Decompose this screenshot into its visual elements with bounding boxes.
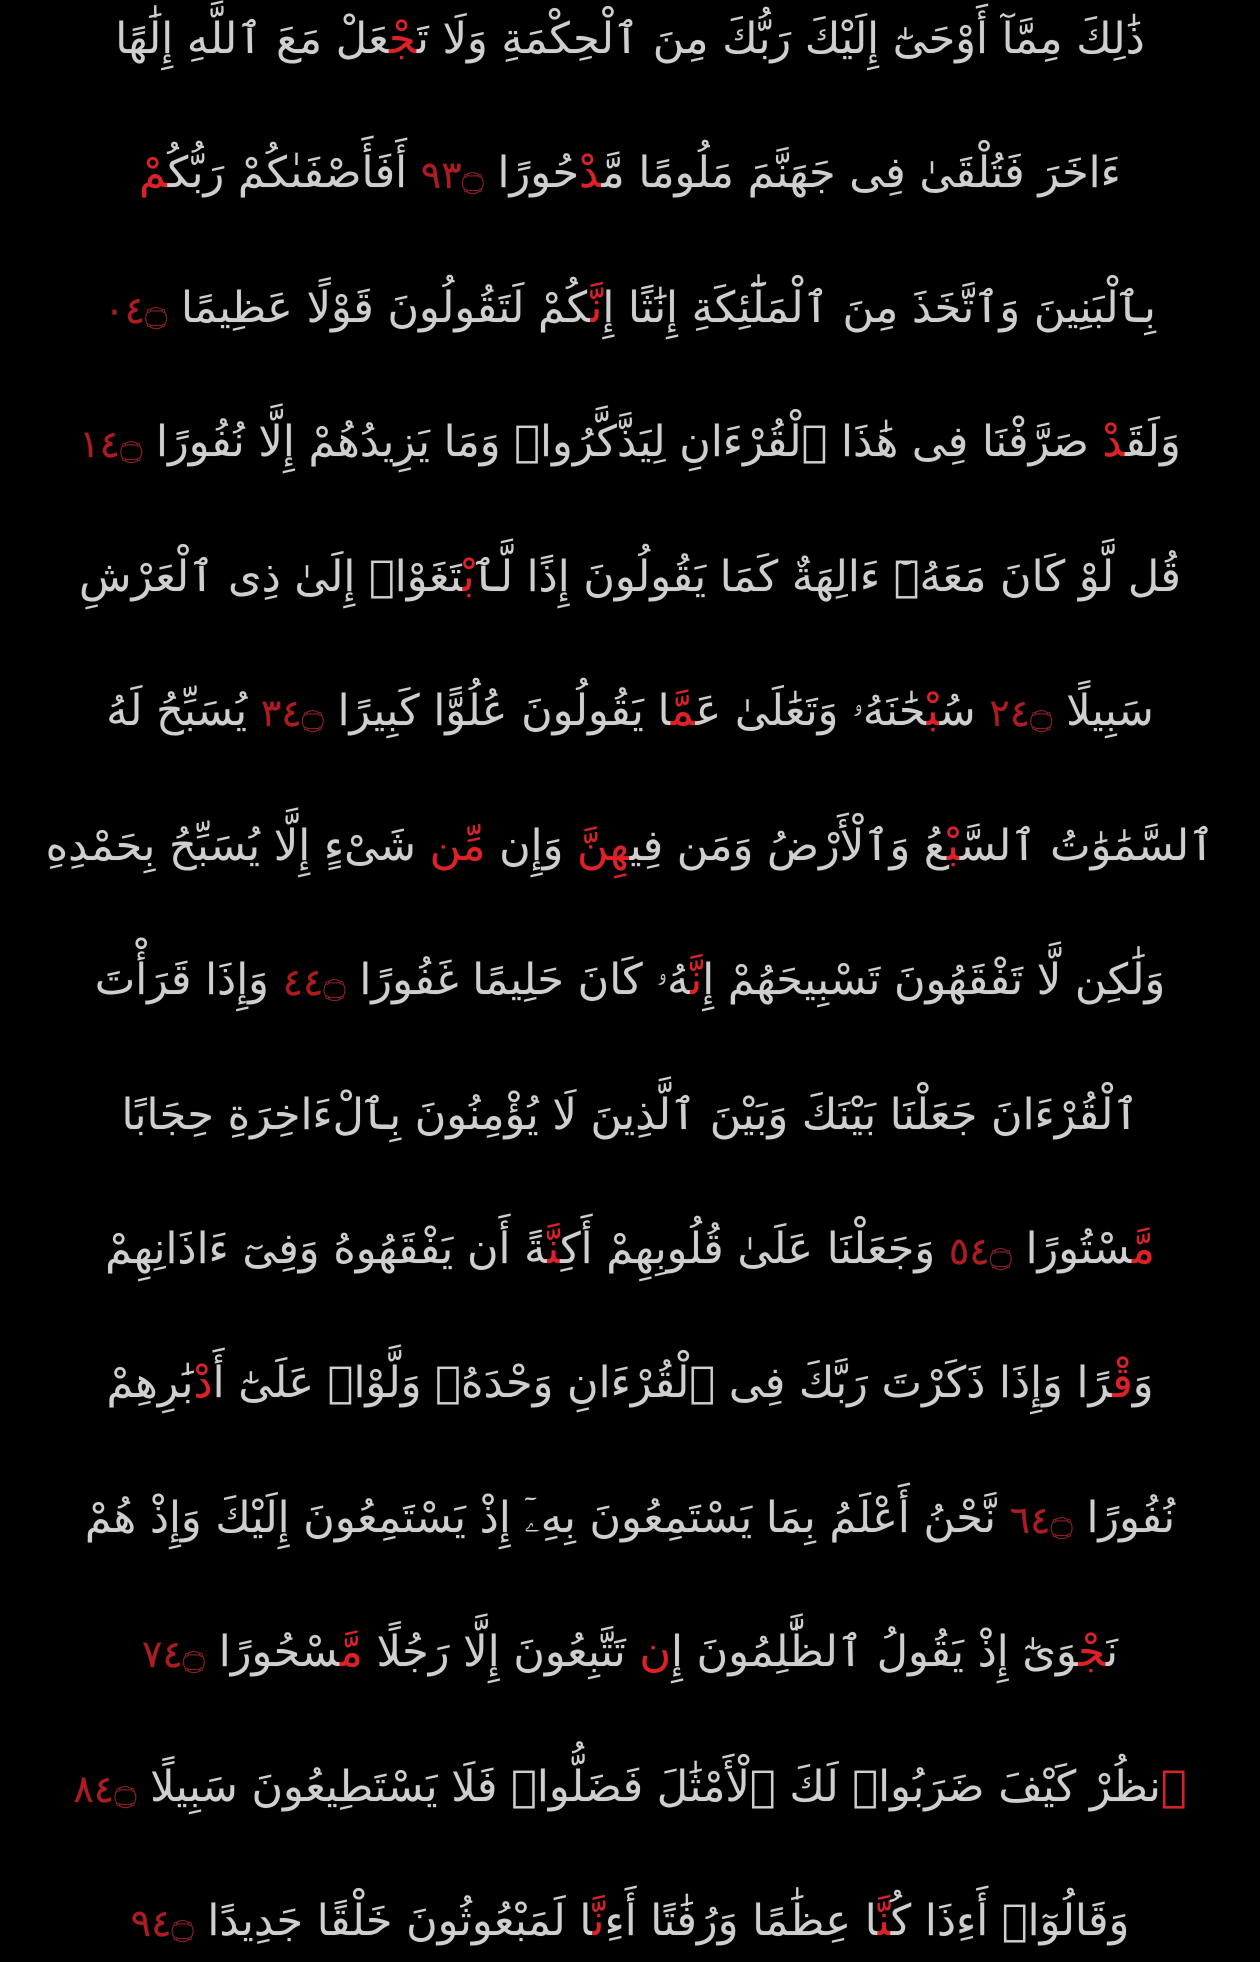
quran-text-segment: سْحُورًا	[205, 1627, 340, 1678]
quran-line-line-6	[28, 686, 1232, 737]
quran-text-segment: ٱلْقُرْءَانَ جَعَلْنَا بَيْنَكَ وَبَيْنَ ٱلَّذِينَ لَا يُؤْمِنُونَ بِٱلْءَاخِرَةِ حِجَابًا	[121, 1089, 1139, 1140]
quran-line-line-13	[28, 1627, 1232, 1678]
ayah-number-marker: ۝٤٣	[260, 691, 324, 736]
quran-text-segment: ٱلسَّمَٰوَٰتُ ٱلسَّ	[959, 820, 1215, 871]
quran-text-segment: وَىٰٓ إِذْ يَقُولُ ٱلظَّٰلِمُونَ إِ	[671, 1627, 1079, 1678]
ayah-number-marker: ۝٤٧	[141, 1632, 206, 1677]
ayah-number-marker: ۝٤٤	[282, 960, 346, 1005]
quran-line-line-2	[28, 148, 1232, 199]
tajweed-highlight: بْ	[462, 551, 475, 602]
quran-line-line-3	[28, 282, 1232, 333]
quran-text-segment: ةً أَن يَفْقَهُوهُ وَفِىٓ ءَاذَانِهِمْ	[105, 1223, 548, 1274]
quran-text-segment: سُ	[939, 686, 990, 737]
quran-text-segment: حُورًا	[483, 148, 580, 199]
quran-text-segment: هُۥ كَانَ حَلِيمًا غَفُورًا	[345, 955, 691, 1006]
tajweed-highlight: بْ	[926, 686, 940, 737]
tajweed-highlight: نَّ	[877, 1896, 891, 1947]
quran-line-line-9	[28, 1089, 1232, 1140]
quran-line-line-14	[28, 1761, 1232, 1812]
quran-text-segment: وَلَقَ	[1125, 417, 1181, 468]
tajweed-highlight: مَّ	[339, 1627, 363, 1678]
ayah-number-marker: ۝٤٠	[104, 288, 168, 332]
quran-text-segment: نُفُورًا	[1072, 1492, 1176, 1543]
quran-text-segment: شَىْءٍ إِلَّا يُسَبِّحُ بِحَمْدِهِ	[45, 820, 430, 871]
quran-text-segment: ذَٰلِكَ مِمَّآ أَوْحَىٰٓ إِلَيْكَ رَبُّكَ مِنَ ٱلْحِكْمَةِ وَلَا تَ	[416, 14, 1145, 64]
quran-text-segment: ا عِظَٰمًا وَرُفَٰتًا أَءِ	[604, 1896, 878, 1947]
quran-text-segment: وَجَعَلْنَا عَلَىٰ قُلُوبِهِمْ أَكِ	[560, 1223, 949, 1274]
ayah-number-marker: ۝٣٩	[420, 153, 484, 198]
quran-text-segment: تَتَّبِعُونَ إِلَّا رَجُلًا	[362, 1627, 640, 1678]
quran-text-segment: نَ	[1106, 1627, 1118, 1678]
quran-text-segment: نظُرْ كَيْفَ ضَرَبُوا۟ لَكَ ٱلْأَمْثَٰلَ فَضَلُّوا۟ فَلَا يَسْتَطِيعُونَ سَبِيلًا	[136, 1761, 1161, 1812]
quran-text-segment: وَقَالُوٓا۟ أَءِذَا كُ	[890, 1896, 1130, 1947]
quran-line-line-12	[28, 1492, 1232, 1543]
tajweed-highlight: ٱ	[1160, 1761, 1187, 1812]
quran-text-segment: صَرَّفْنَا فِى هَٰذَا ٱلْقُرْءَانِ لِيَذَّكَّرُوا۟ وَمَا يَزِيدُهُمْ إِلَّا نُفُورًا	[142, 417, 1103, 468]
tajweed-highlight: جْ	[389, 14, 417, 64]
quran-line-line-1	[28, 14, 1232, 64]
tajweed-highlight: دْ	[579, 148, 602, 199]
tajweed-highlight: مَّ	[670, 686, 696, 737]
quran-text-segment: بِٱلْبَنِينَ وَٱتَّخَذَ مِنَ ٱلْمَلَٰٓئِكَةِ إِنَٰثًا إِ	[602, 282, 1156, 333]
quran-text-segment: وَإِذَا قَرَأْتَ	[94, 955, 283, 1006]
tajweed-highlight: نَّ	[592, 1896, 605, 1947]
quran-text-segment: حَٰنَهُۥ وَتَعَٰلَىٰ عَ	[695, 686, 927, 737]
quran-text-segment: بَٰرِهِمْ	[106, 1358, 194, 1409]
quran-text-segment: قُل لَّوْ كَانَ مَعَهُۥٓ ءَالِهَةٌ كَمَا يَقُولُونَ إِذًا لَّٱ	[474, 551, 1181, 602]
tajweed-highlight: دْ	[1102, 417, 1126, 468]
quran-text-segment: وَلَٰكِن لَّا تَفْقَهُونَ تَسْبِيحَهُمْ إِ	[702, 955, 1166, 1006]
ayah-number-marker: ۝٤٦	[1009, 1497, 1073, 1542]
tajweed-highlight: نَّ	[590, 282, 603, 333]
tajweed-highlight: جْ	[1078, 1627, 1107, 1678]
quran-text-segment: سْتُورًا	[1011, 1223, 1132, 1274]
quran-text-segment: ءَاخَرَ فَتُلْقَىٰ فِى جَهَنَّمَ مَلُومًا مَّ	[601, 148, 1121, 199]
quran-line-line-7	[28, 820, 1232, 871]
tajweed-highlight: نَّ	[547, 1223, 561, 1274]
quran-line-line-15	[28, 1896, 1232, 1947]
quran-text-segment: ا لَمَبْعُوثُونَ خَلْقًا جَدِيدًا	[193, 1896, 593, 1947]
quran-line-line-10	[28, 1223, 1232, 1274]
quran-text-segment: نَّحْنُ أَعْلَمُ بِمَا يَسْتَمِعُونَ بِهِۦٓ إِذْ يَسْتَمِعُونَ إِلَيْكَ وَإِذْ هُمْ	[84, 1492, 1010, 1543]
tajweed-highlight: هِنَّ	[577, 820, 630, 871]
ayah-number-marker: ۝٤٢	[989, 691, 1053, 736]
ayah-number-marker: ۝٤١	[79, 422, 143, 467]
tajweed-highlight: مَّ	[1131, 1223, 1155, 1274]
quran-line-line-4	[28, 417, 1232, 468]
quran-text-segment: كُمْ لَتَقُولُونَ قَوْلًا عَظِيمًا	[167, 282, 591, 333]
quran-text-segment: عُ وَٱلْأَرْضُ وَمَن فِي	[629, 820, 947, 871]
quran-line-line-11	[28, 1358, 1232, 1409]
tajweed-highlight: دْ	[193, 1358, 213, 1409]
quran-text-segment: عَلْ مَعَ ٱللَّهِ إِلَٰهًا	[115, 14, 390, 64]
ayah-number-marker: ۝٤٨	[73, 1766, 137, 1811]
quran-text-segment: وَإِن	[485, 820, 578, 871]
tajweed-highlight: مِّن	[429, 820, 486, 871]
quran-line-line-5	[28, 551, 1232, 602]
tajweed-highlight: نَّ	[690, 955, 703, 1006]
quran-text-segment: رًا وَإِذَا ذَكَرْتَ رَبَّكَ فِى ٱلْقُرْءَانِ وَحْدَهُۥ وَلَّوْا۟ عَلَىٰٓ أَ	[212, 1358, 1113, 1409]
quran-text-segment: تَغَوْا۟ إِلَىٰ ذِى ٱلْعَرْشِ	[79, 551, 463, 602]
quran-text-segment: ا يَقُولُونَ عُلُوًّا كَبِيرًا	[323, 686, 671, 737]
ayah-number-marker: ۝٤٥	[948, 1229, 1012, 1274]
tajweed-highlight: بْ	[946, 820, 960, 871]
quran-text-segment: أَفَأَصْفَىٰكُمْ رَبُّكُ	[167, 148, 421, 199]
tajweed-highlight: ن	[639, 1627, 672, 1678]
tajweed-highlight: مْ	[139, 148, 168, 199]
ayah-number-marker: ۝٤٩	[130, 1901, 194, 1946]
quran-text-segment: سَبِيلًا	[1052, 686, 1154, 737]
quran-text-segment: وَ	[1132, 1358, 1154, 1409]
tajweed-highlight: قْ	[1112, 1358, 1133, 1409]
quran-line-line-8	[28, 955, 1232, 1006]
quran-text-segment: يُسَبِّحُ لَهُ	[106, 686, 261, 737]
